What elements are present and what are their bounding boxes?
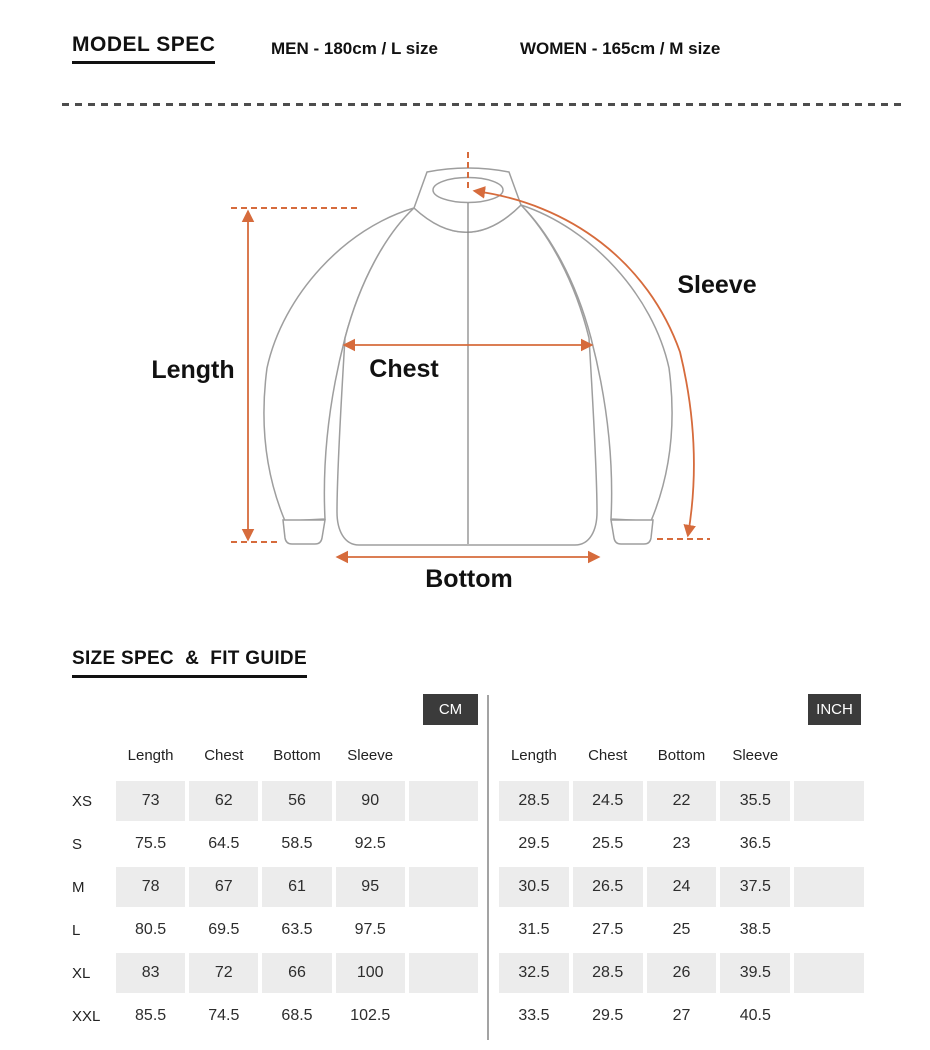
jacket-left-cuff	[283, 520, 325, 544]
column-header-bottom: Bottom	[273, 746, 321, 764]
cell-empty	[794, 867, 864, 907]
cell-empty	[409, 953, 478, 993]
model-women-spec: WOMEN - 165cm / M size	[520, 39, 721, 58]
cell-empty	[794, 824, 864, 864]
column-header-sleeve: Sleeve	[347, 746, 394, 764]
cell-bottom: 27	[672, 1007, 691, 1024]
model-men-spec: MEN - 180cm / L size	[271, 39, 438, 58]
cell-chest: 29.5	[592, 1007, 624, 1024]
cell-chest: 69.5	[208, 921, 240, 938]
cell-sleeve: 90	[336, 781, 405, 821]
chest-label: Chest	[369, 355, 439, 383]
cell-empty	[794, 996, 864, 1036]
cell-chest: 67	[189, 867, 258, 907]
cell-chest: 62	[189, 781, 258, 821]
table-divider-line	[487, 695, 489, 1040]
table-row-l	[72, 910, 478, 950]
table-row-m	[72, 867, 478, 907]
cell-bottom: 25	[672, 921, 691, 938]
cell-sleeve: 38.5	[739, 921, 771, 938]
table-row-xl	[72, 953, 478, 993]
cell-bottom: 66	[262, 953, 331, 993]
cell-empty	[409, 996, 478, 1036]
table-row-xxl	[499, 996, 864, 1036]
cell-sleeve: 39.5	[720, 953, 790, 993]
cell-chest: 26.5	[573, 867, 643, 907]
cell-sleeve: 92.5	[354, 835, 386, 852]
column-header-sleeve: Sleeve	[732, 746, 779, 764]
cell-chest: 27.5	[592, 921, 624, 938]
bottom-label: Bottom	[425, 565, 513, 593]
inch-unit-badge: INCH	[808, 694, 861, 725]
table-row-m	[499, 867, 864, 907]
cell-empty	[794, 910, 864, 950]
size-label: XXL	[72, 1007, 101, 1025]
column-header-length: Length	[127, 746, 174, 764]
cell-sleeve: 36.5	[739, 835, 771, 852]
cell-length: 78	[116, 867, 185, 907]
cell-sleeve: 102.5	[350, 1007, 391, 1024]
table-row-xxl	[72, 996, 478, 1036]
table-row-xs	[499, 781, 864, 821]
cell-bottom: 68.5	[281, 1007, 313, 1024]
cell-length: 29.5	[518, 835, 550, 852]
cell-bottom: 26	[647, 953, 717, 993]
cell-chest: 25.5	[592, 835, 624, 852]
cell-length: 73	[116, 781, 185, 821]
cell-empty	[409, 867, 478, 907]
size-table-cm	[72, 744, 478, 1039]
cell-length: 85.5	[135, 1007, 167, 1024]
column-header-chest: Chest	[588, 746, 628, 764]
table-header-row	[72, 744, 478, 766]
cell-sleeve: 40.5	[739, 1007, 771, 1024]
column-header-chest: Chest	[204, 746, 244, 764]
table-row-l	[499, 910, 864, 950]
table-row-s	[499, 824, 864, 864]
table-row-xl	[499, 953, 864, 993]
column-header-length: Length	[510, 746, 557, 764]
table-row-s	[72, 824, 478, 864]
cell-bottom: 24	[647, 867, 717, 907]
size-label: M	[72, 878, 85, 896]
cell-length: 80.5	[135, 921, 167, 938]
cell-empty	[409, 781, 478, 821]
cell-length: 28.5	[499, 781, 569, 821]
cell-length: 31.5	[518, 921, 550, 938]
cell-chest: 72	[189, 953, 258, 993]
table-header-row	[499, 744, 864, 766]
cm-unit-badge: CM	[423, 694, 478, 725]
cell-chest: 24.5	[573, 781, 643, 821]
cell-bottom: 22	[647, 781, 717, 821]
cell-empty	[409, 824, 478, 864]
cell-length: 33.5	[518, 1007, 550, 1024]
cell-chest: 64.5	[208, 835, 240, 852]
table-row-xs	[72, 781, 478, 821]
size-label: L	[72, 921, 81, 939]
cell-chest: 74.5	[208, 1007, 240, 1024]
cell-empty	[794, 953, 864, 993]
size-spec-title: SIZE SPEC & FIT GUIDE	[72, 648, 307, 678]
size-table-inch	[499, 744, 864, 1039]
jacket-right-cuff	[611, 520, 653, 544]
size-label: XS	[72, 792, 93, 810]
length-label: Length	[151, 356, 235, 384]
model-spec-title: MODEL SPEC	[72, 33, 215, 64]
cell-bottom: 23	[672, 835, 691, 852]
cell-sleeve: 97.5	[354, 921, 386, 938]
cell-bottom: 63.5	[281, 921, 313, 938]
cell-empty	[794, 781, 864, 821]
size-label: XL	[72, 964, 91, 982]
sleeve-label: Sleeve	[677, 271, 757, 299]
cell-bottom: 61	[262, 867, 331, 907]
cell-length: 30.5	[499, 867, 569, 907]
cell-empty	[409, 910, 478, 950]
cell-bottom: 56	[262, 781, 331, 821]
cell-sleeve: 95	[336, 867, 405, 907]
size-label: S	[72, 835, 83, 853]
cell-sleeve: 37.5	[720, 867, 790, 907]
cell-length: 83	[116, 953, 185, 993]
jacket-neck-opening	[433, 178, 503, 203]
cell-length: 32.5	[499, 953, 569, 993]
cell-chest: 28.5	[573, 953, 643, 993]
cell-length: 75.5	[135, 835, 167, 852]
cell-sleeve: 100	[336, 953, 405, 993]
cell-sleeve: 35.5	[720, 781, 790, 821]
cell-bottom: 58.5	[281, 835, 313, 852]
column-header-bottom: Bottom	[657, 746, 706, 764]
